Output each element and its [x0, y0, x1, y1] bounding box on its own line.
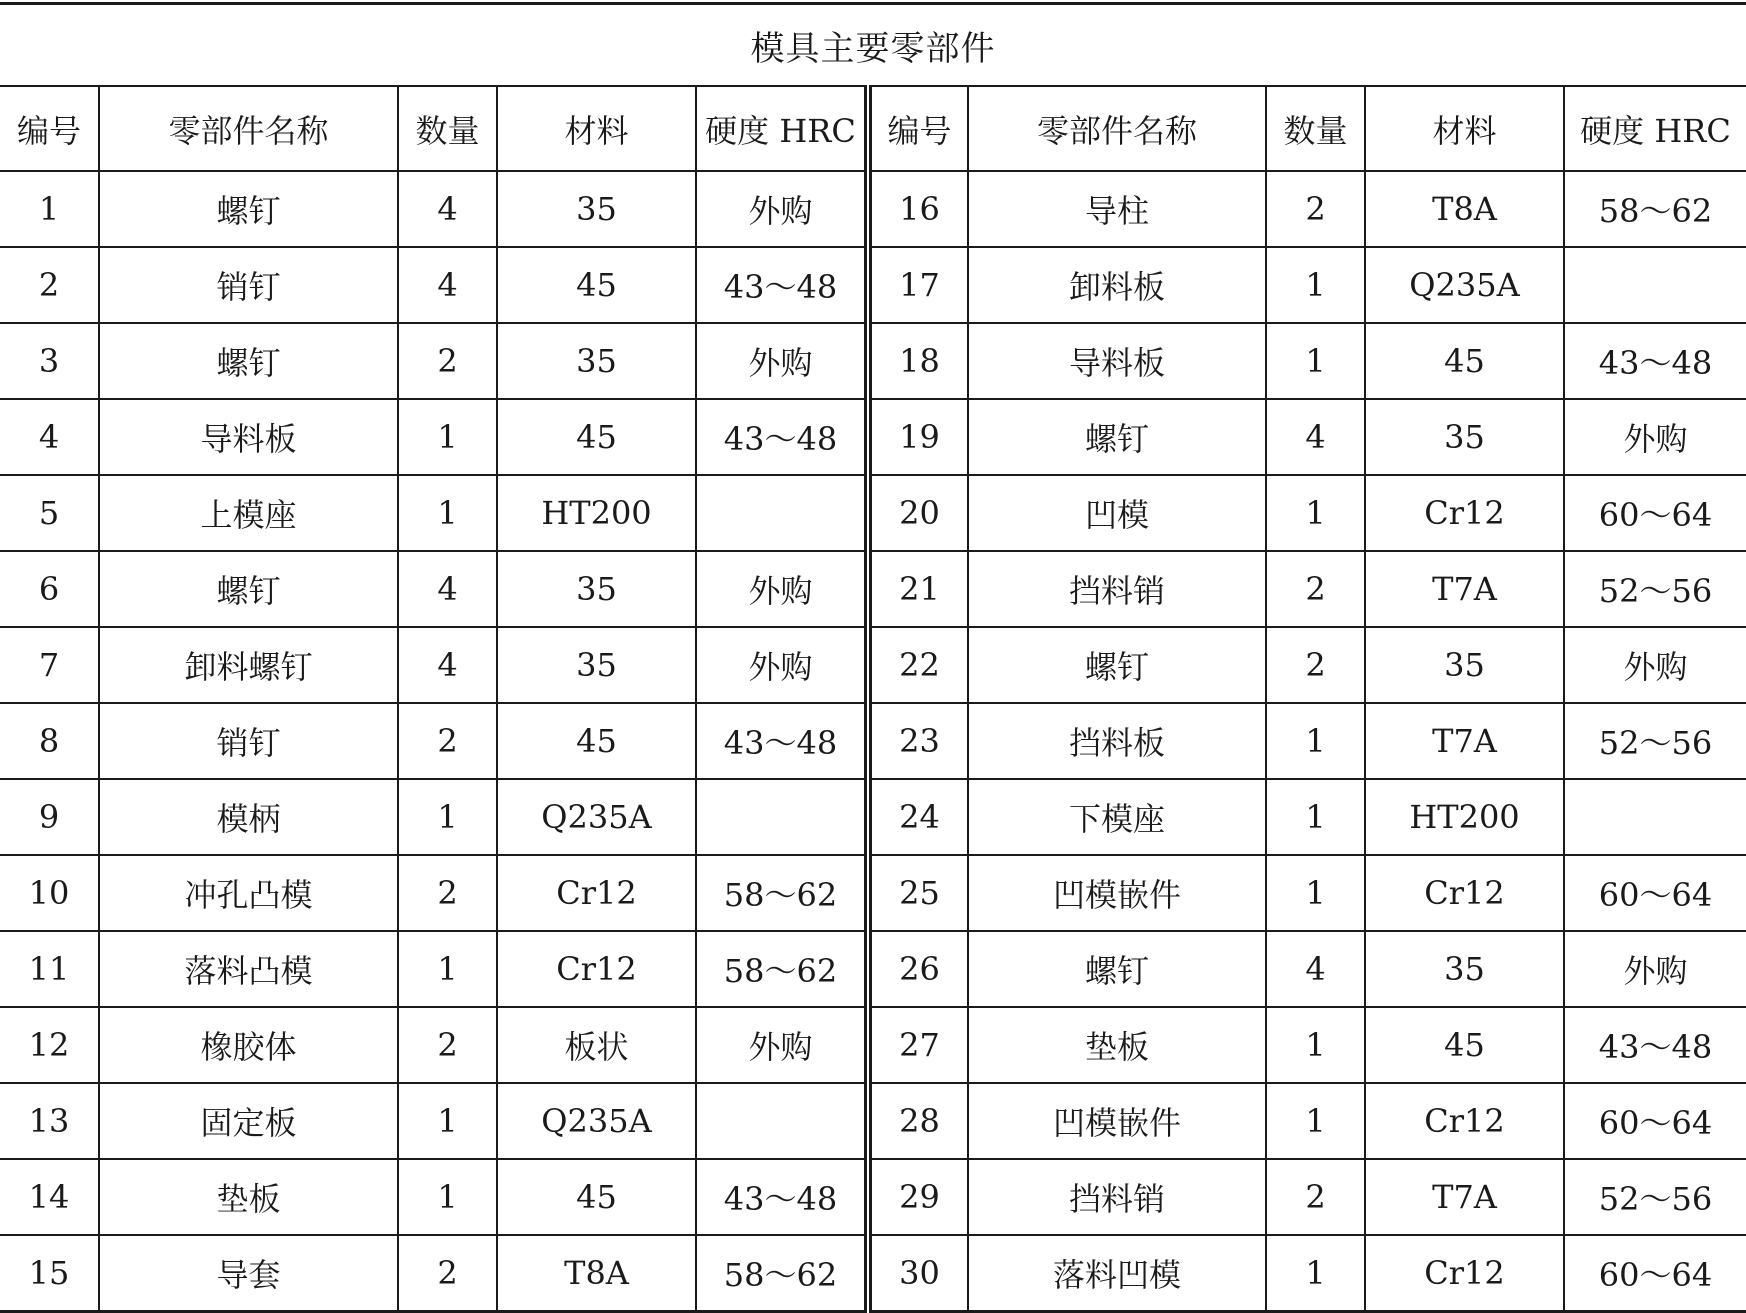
- cell-part-name: 挡料板: [968, 703, 1266, 779]
- cell-hardness: 外购: [696, 627, 868, 703]
- table-row: [0, 247, 1746, 323]
- cell-quantity: 1: [398, 1159, 497, 1235]
- cell-quantity: 1: [1266, 475, 1365, 551]
- cell-material: T7A: [1365, 1159, 1564, 1235]
- cell-quantity: 1: [398, 779, 497, 855]
- cell-part-name: 卸料板: [968, 247, 1266, 323]
- cell-part-name: 挡料销: [968, 551, 1266, 627]
- cell-number: 17: [868, 247, 968, 323]
- cell-hardness: 外购: [1564, 399, 1746, 475]
- header-part-name: 零部件名称: [99, 86, 398, 171]
- cell-quantity: 1: [1266, 1007, 1365, 1083]
- table-row: [0, 1007, 1746, 1083]
- cell-number: 1: [0, 171, 99, 247]
- cell-number: 24: [868, 779, 968, 855]
- cell-part-name: 垫板: [968, 1007, 1266, 1083]
- cell-part-name: 冲孔凸模: [99, 855, 398, 931]
- cell-material: 35: [1365, 931, 1564, 1007]
- cell-material: Cr12: [1365, 1083, 1564, 1159]
- cell-hardness: [696, 475, 868, 551]
- cell-number: 7: [0, 627, 99, 703]
- cell-part-name: 销钉: [99, 247, 398, 323]
- cell-part-name: 螺钉: [99, 323, 398, 399]
- header-material: 材料: [1365, 86, 1564, 171]
- cell-quantity: 1: [398, 399, 497, 475]
- cell-number: 14: [0, 1159, 99, 1235]
- cell-quantity: 1: [1266, 1083, 1365, 1159]
- cell-part-name: 导套: [99, 1235, 398, 1312]
- cell-material: 45: [1365, 323, 1564, 399]
- cell-material: T7A: [1365, 703, 1564, 779]
- cell-hardness: 外购: [1564, 627, 1746, 703]
- cell-hardness: [1564, 779, 1746, 855]
- cell-number: 13: [0, 1083, 99, 1159]
- cell-material: Cr12: [497, 855, 696, 931]
- cell-quantity: 1: [398, 1083, 497, 1159]
- cell-quantity: 1: [1266, 855, 1365, 931]
- cell-number: 11: [0, 931, 99, 1007]
- cell-number: 20: [868, 475, 968, 551]
- cell-part-name: 落料凸模: [99, 931, 398, 1007]
- cell-number: 30: [868, 1235, 968, 1312]
- table-row: [0, 1083, 1746, 1159]
- cell-material: 45: [497, 703, 696, 779]
- cell-quantity: 2: [1266, 551, 1365, 627]
- cell-quantity: 4: [1266, 931, 1365, 1007]
- header-quantity: 数量: [398, 86, 497, 171]
- cell-material: 板状: [497, 1007, 696, 1083]
- cell-number: 16: [868, 171, 968, 247]
- cell-quantity: 2: [398, 855, 497, 931]
- cell-quantity: 2: [1266, 171, 1365, 247]
- header-part-name: 零部件名称: [968, 86, 1266, 171]
- cell-number: 21: [868, 551, 968, 627]
- cell-hardness: 52～56: [1564, 1159, 1746, 1235]
- cell-hardness: 58～62: [1564, 171, 1746, 247]
- table-row: [0, 323, 1746, 399]
- cell-part-name: 螺钉: [968, 399, 1266, 475]
- cell-part-name: 螺钉: [968, 627, 1266, 703]
- header-quantity: 数量: [1266, 86, 1365, 171]
- cell-hardness: 52～56: [1564, 551, 1746, 627]
- cell-hardness: 外购: [696, 323, 868, 399]
- cell-number: 26: [868, 931, 968, 1007]
- cell-part-name: 挡料销: [968, 1159, 1266, 1235]
- cell-material: Q235A: [1365, 247, 1564, 323]
- cell-part-name: 垫板: [99, 1159, 398, 1235]
- cell-number: 25: [868, 855, 968, 931]
- cell-hardness: 43～48: [696, 1159, 868, 1235]
- cell-part-name: 销钉: [99, 703, 398, 779]
- cell-hardness: 外购: [696, 1007, 868, 1083]
- cell-part-name: 模柄: [99, 779, 398, 855]
- table-row: [0, 399, 1746, 475]
- cell-quantity: 4: [398, 171, 497, 247]
- cell-material: 45: [497, 247, 696, 323]
- cell-number: 8: [0, 703, 99, 779]
- cell-number: 3: [0, 323, 99, 399]
- cell-quantity: 1: [1266, 247, 1365, 323]
- cell-material: Q235A: [497, 1083, 696, 1159]
- cell-quantity: 4: [1266, 399, 1365, 475]
- cell-hardness: 43～48: [696, 247, 868, 323]
- cell-number: 15: [0, 1235, 99, 1312]
- cell-part-name: 落料凹模: [968, 1235, 1266, 1312]
- cell-quantity: 1: [398, 475, 497, 551]
- cell-quantity: 2: [398, 703, 497, 779]
- table-row: [0, 551, 1746, 627]
- cell-quantity: 1: [1266, 1235, 1365, 1312]
- table-row: [0, 627, 1746, 703]
- header-number: 编号: [868, 86, 968, 171]
- cell-quantity: 4: [398, 551, 497, 627]
- cell-part-name: 螺钉: [99, 551, 398, 627]
- cell-material: 45: [497, 399, 696, 475]
- cell-material: 35: [497, 171, 696, 247]
- cell-quantity: 2: [398, 1235, 497, 1312]
- cell-material: T8A: [1365, 171, 1564, 247]
- cell-hardness: 43～48: [696, 703, 868, 779]
- cell-part-name: 导料板: [968, 323, 1266, 399]
- parts-table: [0, 85, 1746, 1313]
- cell-part-name: 螺钉: [99, 171, 398, 247]
- cell-quantity: 4: [398, 247, 497, 323]
- cell-material: 35: [1365, 627, 1564, 703]
- cell-hardness: 外购: [1564, 931, 1746, 1007]
- cell-number: 4: [0, 399, 99, 475]
- cell-part-name: 下模座: [968, 779, 1266, 855]
- cell-hardness: 43～48: [1564, 1007, 1746, 1083]
- cell-material: HT200: [1365, 779, 1564, 855]
- table-header-row: [0, 86, 1746, 171]
- cell-hardness: 60～64: [1564, 855, 1746, 931]
- cell-part-name: 凹模嵌件: [968, 1083, 1266, 1159]
- cell-part-name: 凹模嵌件: [968, 855, 1266, 931]
- cell-number: 18: [868, 323, 968, 399]
- cell-number: 6: [0, 551, 99, 627]
- cell-quantity: 1: [1266, 779, 1365, 855]
- cell-material: 35: [1365, 399, 1564, 475]
- cell-material: 35: [497, 627, 696, 703]
- cell-material: 45: [1365, 1007, 1564, 1083]
- cell-part-name: 导柱: [968, 171, 1266, 247]
- cell-number: 12: [0, 1007, 99, 1083]
- header-material: 材料: [497, 86, 696, 171]
- table-row: [0, 855, 1746, 931]
- cell-hardness: 43～48: [696, 399, 868, 475]
- cell-number: 23: [868, 703, 968, 779]
- cell-part-name: 凹模: [968, 475, 1266, 551]
- cell-quantity: 1: [1266, 323, 1365, 399]
- cell-hardness: [696, 779, 868, 855]
- table-row: [0, 703, 1746, 779]
- cell-number: 27: [868, 1007, 968, 1083]
- cell-hardness: [1564, 247, 1746, 323]
- cell-number: 10: [0, 855, 99, 931]
- cell-hardness: 60～64: [1564, 475, 1746, 551]
- cell-hardness: 58～62: [696, 855, 868, 931]
- cell-material: Cr12: [1365, 475, 1564, 551]
- header-hardness: 硬度 HRC: [696, 86, 868, 171]
- cell-material: T8A: [497, 1235, 696, 1312]
- cell-material: Cr12: [1365, 1235, 1564, 1312]
- cell-quantity: 2: [398, 323, 497, 399]
- cell-quantity: 1: [1266, 703, 1365, 779]
- table-row: [0, 779, 1746, 855]
- cell-number: 29: [868, 1159, 968, 1235]
- cell-material: 35: [497, 323, 696, 399]
- cell-material: HT200: [497, 475, 696, 551]
- cell-part-name: 导料板: [99, 399, 398, 475]
- cell-material: Cr12: [497, 931, 696, 1007]
- cell-hardness: 52～56: [1564, 703, 1746, 779]
- cell-number: 5: [0, 475, 99, 551]
- cell-part-name: 螺钉: [968, 931, 1266, 1007]
- cell-hardness: 60～64: [1564, 1235, 1746, 1312]
- cell-material: Q235A: [497, 779, 696, 855]
- cell-part-name: 橡胶体: [99, 1007, 398, 1083]
- cell-part-name: 固定板: [99, 1083, 398, 1159]
- cell-hardness: 43～48: [1564, 323, 1746, 399]
- cell-number: 19: [868, 399, 968, 475]
- cell-quantity: 4: [398, 627, 497, 703]
- cell-hardness: 58～62: [696, 1235, 868, 1312]
- cell-hardness: 58～62: [696, 931, 868, 1007]
- cell-number: 9: [0, 779, 99, 855]
- cell-material: 35: [497, 551, 696, 627]
- cell-hardness: [696, 1083, 868, 1159]
- cell-hardness: 外购: [696, 171, 868, 247]
- cell-material: Cr12: [1365, 855, 1564, 931]
- table-row: [0, 475, 1746, 551]
- cell-quantity: 2: [1266, 1159, 1365, 1235]
- cell-quantity: 2: [398, 1007, 497, 1083]
- cell-number: 28: [868, 1083, 968, 1159]
- header-hardness: 硬度 HRC: [1564, 86, 1746, 171]
- header-number: 编号: [0, 86, 99, 171]
- cell-material: 45: [497, 1159, 696, 1235]
- cell-quantity: 1: [398, 931, 497, 1007]
- table-row: [0, 1159, 1746, 1235]
- cell-material: T7A: [1365, 551, 1564, 627]
- cell-part-name: 上模座: [99, 475, 398, 551]
- cell-hardness: 60～64: [1564, 1083, 1746, 1159]
- table-row: [0, 1235, 1746, 1312]
- cell-hardness: 外购: [696, 551, 868, 627]
- table-title: 模具主要零部件: [750, 28, 996, 69]
- cell-quantity: 2: [1266, 627, 1365, 703]
- table-row: [0, 171, 1746, 247]
- cell-number: 2: [0, 247, 99, 323]
- table-row: [0, 931, 1746, 1007]
- cell-number: 22: [868, 627, 968, 703]
- cell-part-name: 卸料螺钉: [99, 627, 398, 703]
